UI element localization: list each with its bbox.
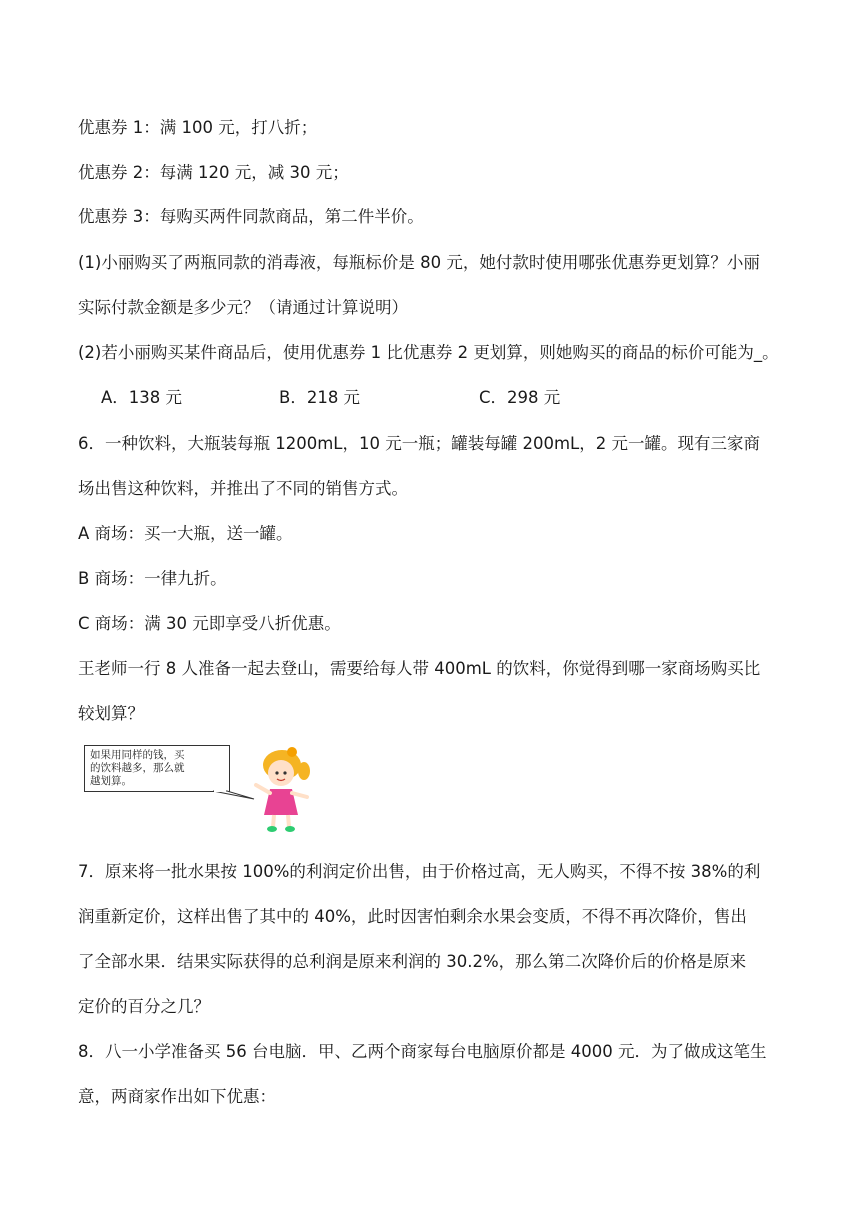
question-6-line-1: 6．一种饮料，大瓶装每瓶 1200mL，10 元一瓶；罐装每罐 200mL，2 元一罐。现有三家商 [78,434,760,453]
choice-c: C．298 元 [479,388,561,407]
line-coupon-1: 优惠券 1：满 100 元，打八折； [78,118,318,137]
girl-cartoon-icon [252,745,322,835]
store-b: B 商场：一律九折。 [78,569,227,588]
question-7-line-4: 定价的百分之几？ [78,997,210,1016]
choice-a: A．138 元 [101,388,183,407]
choice-b: B．218 元 [279,388,361,407]
bubble-line-1: 如果用同样的钱，买 [90,749,185,761]
store-a: A 商场：买一大瓶，送一罐。 [78,524,293,543]
question-6-line-3: 王老师一行 8 人准备一起去登山，需要给每人带 400mL 的饮料，你觉得到哪一家商场购买比 [78,659,761,678]
girl-illustration [84,745,324,835]
question-7-line-1: 7．原来将一批水果按 100%的利润定价出售，由于价格过高，无人购买，不得不按 38%的利 [78,862,761,881]
question-5-2: (2)若小丽购买某件商品后，使用优惠券 1 比优惠券 2 更划算，则她购买的商品的标价可能为_。 [78,343,779,362]
store-c: C 商场：满 30 元即享受八折优惠。 [78,614,341,633]
question-6-line-4: 较划算？ [78,704,144,723]
question-8-line-1: 8．八一小学准备买 56 台电脑．甲、乙两个商家每台电脑原价都是 4000 元．为了做成这笔生 [78,1042,767,1061]
line-coupon-3: 优惠券 3：每购买两件同款商品，第二件半价。 [78,207,424,226]
question-7-line-3: 了全部水果．结果实际获得的总利润是原来利润的 30.2%，那么第二次降价后的价格是原来 [78,952,747,971]
question-5-1-line-1: (1)小丽购买了两瓶同款的消毒液，每瓶标价是 80 元，她付款时使用哪张优惠券更划算？小丽 [78,253,760,272]
bubble-line-3: 越划算。 [90,775,132,787]
bubble-line-2: 的饮料越多，那么就 [90,762,185,774]
question-7-line-2: 润重新定价，这样出售了其中的 40%，此时因害怕剩余水果会变质，不得不再次降价，售出 [78,907,747,926]
question-8-line-2: 意，两商家作出如下优惠： [78,1087,276,1106]
line-coupon-2: 优惠券 2：每满 120 元，减 30 元； [78,163,349,182]
question-6-line-2: 场出售这种饮料，并推出了不同的销售方式。 [78,479,408,498]
question-5-1-line-2: 实际付款金额是多少元？（请通过计算说明） [78,298,408,317]
